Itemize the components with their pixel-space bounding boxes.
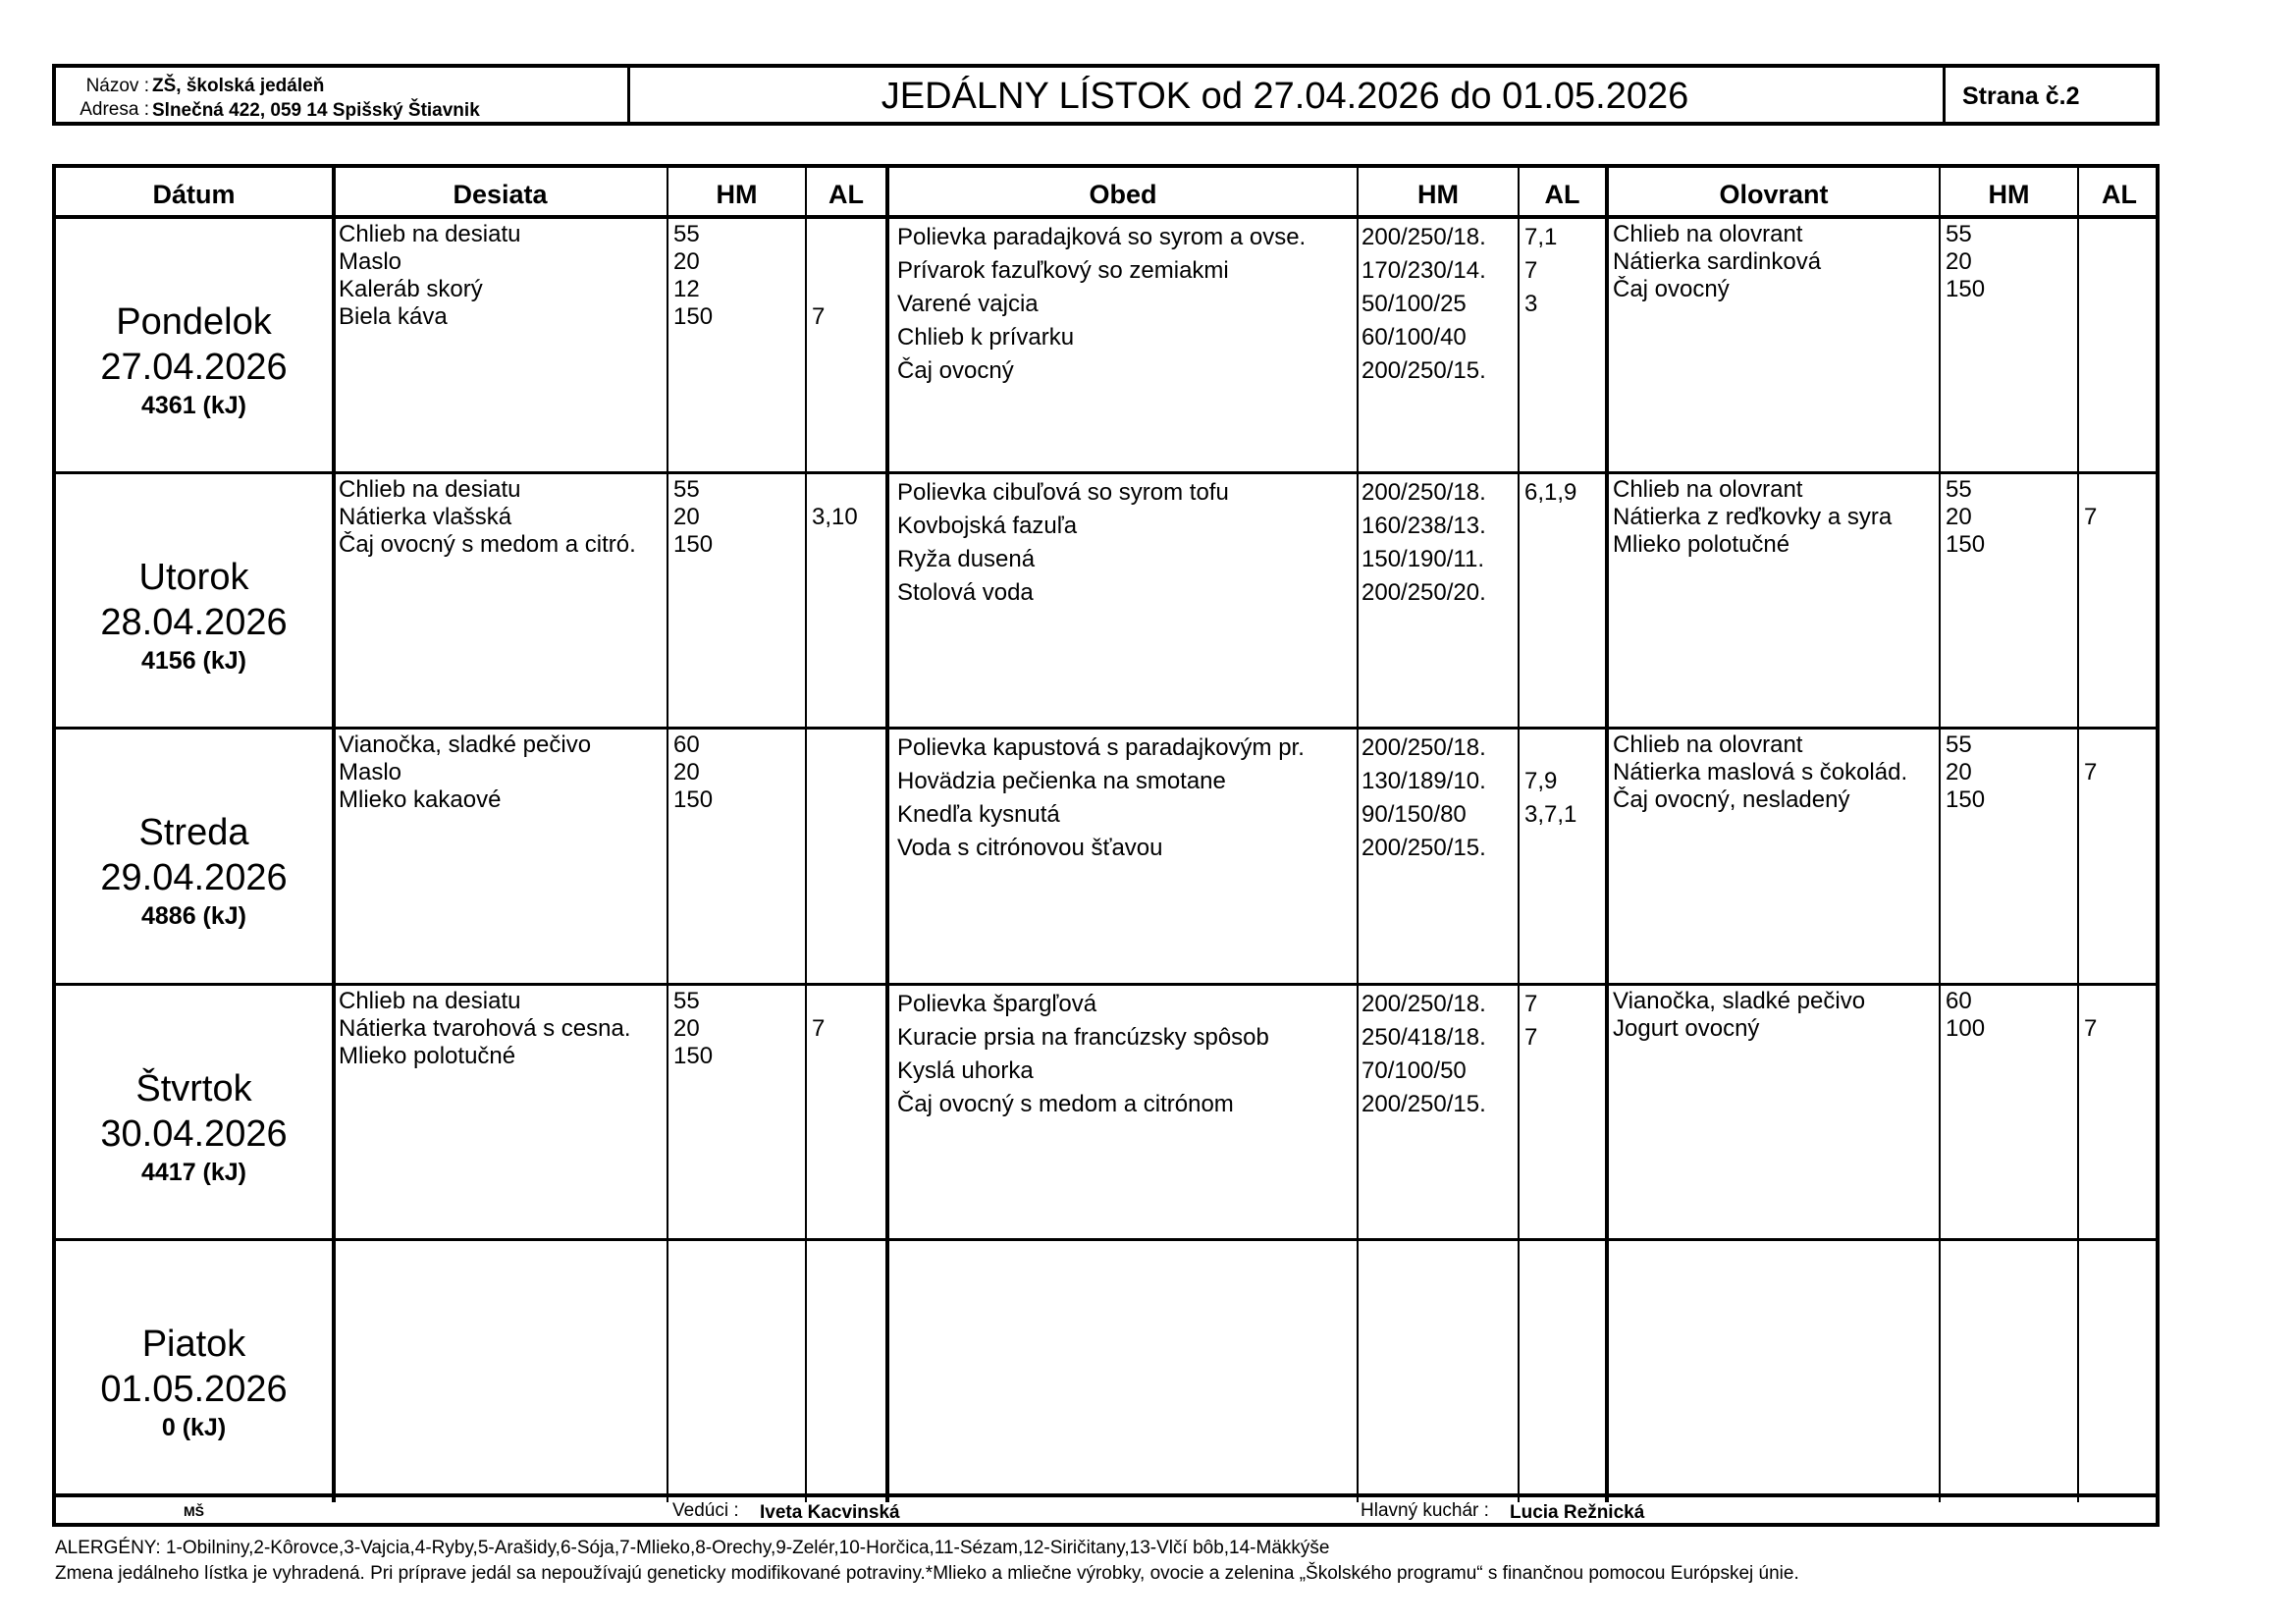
desiata-al-line bbox=[812, 476, 882, 504]
obed-hm-line: 200/250/18. bbox=[1362, 991, 1486, 1017]
ms-label: MŠ bbox=[184, 1503, 204, 1519]
obed-al-line bbox=[1524, 731, 1603, 765]
desiata-hm-line: 150 bbox=[673, 531, 714, 558]
allergens-note: ALERGÉNY: 1-Obilniny,2-Kôrovce,3-Vajcia,4-Ryby,5-Arašidy,6-Sója,7-Mlieko,8-Orechy,9-Zelér,10-Horčica,11-Sézam,12-Siričitany,13-Vlčí bôb,14-Mäkkýše bbox=[55, 1538, 1330, 1558]
desiata-hm-line: 12 bbox=[673, 276, 700, 302]
grid-line bbox=[56, 983, 2156, 986]
day-name: Štvrtok bbox=[135, 1068, 252, 1110]
desiata-al-line bbox=[812, 786, 882, 814]
obed-al-line: 7 bbox=[1524, 991, 1538, 1017]
olovrant-hm-line: 55 bbox=[1946, 221, 1972, 247]
grid-line bbox=[56, 1493, 2156, 1497]
obed-al-line: 7,1 bbox=[1524, 224, 1558, 250]
obed-hm-line: 50/100/25 bbox=[1362, 291, 1467, 317]
olovrant-al-line bbox=[2084, 988, 2159, 1015]
name-value: ZŠ, školská jedáleň bbox=[152, 76, 325, 96]
olovrant-line: Nátierka z reďkovky a syra bbox=[1613, 504, 1893, 530]
olovrant-hm-line: 60 bbox=[1946, 988, 1972, 1014]
obed-hm-line: 200/250/15. bbox=[1362, 835, 1486, 861]
desiata-cell bbox=[339, 988, 663, 1070]
obed-al-line bbox=[1524, 510, 1603, 543]
obed-hm-cell bbox=[1362, 221, 1517, 388]
column-header-snack: Desiata bbox=[453, 180, 548, 209]
address-value: Slnečná 422, 059 14 Spišský Štiavnik bbox=[152, 100, 480, 121]
obed-al-cell bbox=[1524, 731, 1603, 865]
day-label bbox=[56, 810, 332, 932]
obed-hm-line: 200/250/18. bbox=[1362, 224, 1486, 250]
day-energy: 4886 (kJ) bbox=[140, 902, 247, 930]
column-header-al: AL bbox=[828, 180, 864, 209]
grid-line bbox=[1605, 168, 1609, 1502]
desiata-line: Mlieko kakaové bbox=[339, 786, 502, 813]
desiata-cell bbox=[339, 731, 663, 814]
olovrant-al-cell bbox=[2084, 731, 2159, 814]
obed-line: Polievka paradajková so syrom a ovse. bbox=[897, 224, 1307, 250]
desiata-al-line bbox=[812, 1043, 882, 1070]
desiata-hm-line: 60 bbox=[673, 731, 700, 758]
desiata-hm-line: 55 bbox=[673, 988, 700, 1014]
olovrant-al-cell bbox=[2084, 476, 2159, 559]
desiata-al-cell bbox=[812, 476, 882, 559]
olovrant-al-cell bbox=[2084, 988, 2159, 1043]
day-label bbox=[56, 1322, 332, 1443]
olovrant-al-line bbox=[2084, 476, 2159, 504]
obed-al-line bbox=[1524, 543, 1603, 576]
desiata-line: Mlieko polotučné bbox=[339, 1043, 516, 1069]
obed-al-line: 3 bbox=[1524, 291, 1538, 317]
desiata-line: Maslo bbox=[339, 248, 402, 275]
olovrant-hm-cell bbox=[1946, 221, 2075, 303]
column-header-hm: HM bbox=[1417, 180, 1459, 209]
obed-cell bbox=[897, 221, 1355, 388]
grid-line bbox=[1939, 168, 1941, 1502]
obed-line: Chlieb k prívarku bbox=[897, 324, 1075, 351]
olovrant-al-line bbox=[2084, 731, 2159, 759]
olovrant-line: Čaj ovocný, nesladený bbox=[1613, 786, 1850, 813]
grid-line bbox=[667, 168, 668, 1502]
column-header-hm: HM bbox=[716, 180, 758, 209]
olovrant-hm-cell bbox=[1946, 731, 2075, 814]
column-header-afternoon-snack: Olovrant bbox=[1719, 180, 1829, 209]
obed-al-cell bbox=[1524, 988, 1603, 1121]
olovrant-al-line bbox=[2084, 276, 2159, 303]
obed-al-cell bbox=[1524, 221, 1603, 388]
chef-label: Hlavný kuchár : bbox=[1361, 1500, 1489, 1521]
title-cell bbox=[627, 68, 1946, 122]
obed-hm-line: 200/250/15. bbox=[1362, 357, 1486, 384]
column-header-al: AL bbox=[1544, 180, 1580, 209]
obed-line: Čaj ovocný bbox=[897, 357, 1014, 384]
desiata-al-line bbox=[812, 221, 882, 248]
desiata-hm-line: 150 bbox=[673, 786, 714, 813]
obed-hm-line: 200/250/18. bbox=[1362, 479, 1486, 506]
desiata-hm-line: 150 bbox=[673, 1043, 714, 1069]
desiata-hm-line: 20 bbox=[673, 759, 700, 785]
obed-line: Kovbojská fazuľa bbox=[897, 513, 1078, 539]
olovrant-hm-line: 20 bbox=[1946, 504, 1972, 530]
olovrant-al-line bbox=[2084, 786, 2159, 814]
olovrant-line: Chlieb na olovrant bbox=[1613, 731, 1803, 758]
olovrant-line: Čaj ovocný bbox=[1613, 276, 1730, 302]
desiata-al-cell bbox=[812, 221, 882, 331]
olovrant-line: Vianočka, sladké pečivo bbox=[1613, 988, 1866, 1014]
olovrant-al-line bbox=[2084, 531, 2159, 559]
obed-line: Polievka cibuľová so syrom tofu bbox=[897, 479, 1229, 506]
obed-al-cell bbox=[1524, 476, 1603, 610]
desiata-hm-line: 55 bbox=[673, 221, 700, 247]
desiata-al-cell bbox=[812, 731, 882, 814]
obed-al-line bbox=[1524, 832, 1603, 865]
obed-hm-line: 90/150/80 bbox=[1362, 801, 1467, 828]
head-name: Iveta Kacvinská bbox=[760, 1502, 900, 1523]
obed-line: Kuracie prsia na francúzsky spôsob bbox=[897, 1024, 1269, 1051]
desiata-line: Maslo bbox=[339, 759, 402, 785]
column-header-date: Dátum bbox=[152, 180, 236, 209]
olovrant-hm-line: 20 bbox=[1946, 248, 1972, 275]
olovrant-al-cell bbox=[2084, 221, 2159, 303]
desiata-al-line bbox=[812, 531, 882, 559]
obed-al-line: 3,7,1 bbox=[1524, 801, 1577, 828]
olovrant-line: Chlieb na olovrant bbox=[1613, 476, 1803, 503]
day-energy: 0 (kJ) bbox=[161, 1414, 227, 1441]
olovrant-cell bbox=[1613, 988, 1937, 1043]
desiata-hm-cell bbox=[673, 988, 801, 1070]
day-energy: 4156 (kJ) bbox=[140, 647, 247, 675]
obed-hm-line: 200/250/15. bbox=[1362, 1091, 1486, 1117]
day-name: Pondelok bbox=[116, 301, 272, 343]
desiata-line: Chlieb na desiatu bbox=[339, 988, 521, 1014]
obed-al-line: 6,1,9 bbox=[1524, 479, 1577, 506]
olovrant-line: Chlieb na olovrant bbox=[1613, 221, 1803, 247]
desiata-hm-line: 20 bbox=[673, 504, 700, 530]
desiata-line: Nátierka vlašská bbox=[339, 504, 512, 530]
grid-line bbox=[56, 727, 2156, 730]
column-header-lunch: Obed bbox=[1089, 180, 1157, 209]
desiata-al-line bbox=[812, 988, 882, 1015]
desiata-al-line bbox=[812, 731, 882, 759]
day-date: 27.04.2026 bbox=[100, 347, 288, 388]
institution-info bbox=[56, 68, 630, 122]
obed-line: Voda s citrónovou šťavou bbox=[897, 835, 1163, 861]
obed-line: Kyslá uhorka bbox=[897, 1057, 1034, 1084]
grid-line bbox=[885, 168, 889, 1502]
day-label bbox=[56, 555, 332, 677]
day-label bbox=[56, 299, 332, 421]
olovrant-cell bbox=[1613, 476, 1937, 559]
olovrant-line: Mlieko polotučné bbox=[1613, 531, 1790, 558]
disclaimer-note: Zmena jedálneho lístka je vyhradená. Pri príprave jedál sa nepoužívajú geneticky modifikované potraviny.*Mlieko a mliečne výrobky, ovocie a zelenina „Školského programu“ s finančnou pomocou Európskej únie. bbox=[55, 1563, 1799, 1584]
olovrant-hm-line: 100 bbox=[1946, 1015, 1986, 1042]
obed-line: Stolová voda bbox=[897, 579, 1034, 606]
day-energy: 4417 (kJ) bbox=[140, 1159, 247, 1186]
olovrant-hm-line: 150 bbox=[1946, 531, 1986, 558]
day-date: 29.04.2026 bbox=[100, 857, 288, 898]
obed-hm-cell bbox=[1362, 988, 1517, 1121]
obed-hm-cell bbox=[1362, 731, 1517, 865]
obed-line: Hovädzia pečienka na smotane bbox=[897, 768, 1226, 794]
olovrant-cell bbox=[1613, 731, 1937, 814]
column-header-hm: HM bbox=[1988, 180, 2030, 209]
obed-al-line: 7,9 bbox=[1524, 768, 1558, 794]
obed-hm-cell bbox=[1362, 476, 1517, 610]
olovrant-al-line bbox=[2084, 221, 2159, 248]
olovrant-hm-line: 150 bbox=[1946, 276, 1986, 302]
desiata-cell bbox=[339, 476, 663, 559]
column-header-al: AL bbox=[2102, 180, 2137, 209]
desiata-line: Chlieb na desiatu bbox=[339, 221, 521, 247]
desiata-al-cell bbox=[812, 988, 882, 1070]
obed-hm-line: 160/238/13. bbox=[1362, 513, 1486, 539]
chef-name: Lucia Režnická bbox=[1510, 1502, 1645, 1523]
desiata-hm-line: 20 bbox=[673, 248, 700, 275]
olovrant-line: Nátierka maslová s čokolád. bbox=[1613, 759, 1908, 785]
desiata-cell bbox=[339, 221, 663, 331]
desiata-line: Biela káva bbox=[339, 303, 448, 330]
obed-cell bbox=[897, 731, 1355, 865]
obed-hm-line: 130/189/10. bbox=[1362, 768, 1486, 794]
desiata-al-line bbox=[812, 248, 882, 276]
desiata-line: Nátierka tvarohová s cesna. bbox=[339, 1015, 631, 1042]
grid-line bbox=[1518, 168, 1520, 1502]
day-date: 01.05.2026 bbox=[100, 1369, 288, 1410]
day-energy: 4361 (kJ) bbox=[140, 392, 247, 419]
page-number-cell bbox=[1943, 68, 2156, 122]
desiata-al-line: 7 bbox=[812, 303, 826, 330]
olovrant-hm-line: 20 bbox=[1946, 759, 1972, 785]
obed-line: Čaj ovocný s medom a citrónom bbox=[897, 1091, 1234, 1117]
day-label bbox=[56, 1066, 332, 1188]
obed-al-line: 7 bbox=[1524, 257, 1538, 284]
obed-line: Prívarok fazuľkový so zemiakmi bbox=[897, 257, 1229, 284]
obed-line: Varené vajcia bbox=[897, 291, 1039, 317]
obed-al-line bbox=[1524, 354, 1603, 388]
desiata-hm-line: 150 bbox=[673, 303, 714, 330]
page-title: JEDÁLNY LÍSTOK od 27.04.2026 do 01.05.2026 bbox=[881, 76, 1689, 117]
name-label: Názov : bbox=[85, 76, 149, 96]
obed-cell bbox=[897, 476, 1355, 610]
olovrant-hm-cell bbox=[1946, 988, 2075, 1043]
grid-line bbox=[56, 215, 2156, 219]
desiata-hm-line: 20 bbox=[673, 1015, 700, 1042]
desiata-hm-cell bbox=[673, 221, 801, 331]
obed-hm-line: 70/100/50 bbox=[1362, 1057, 1467, 1084]
obed-line: Polievka špargľová bbox=[897, 991, 1097, 1017]
head-label: Vedúci : bbox=[672, 1500, 739, 1521]
day-name: Utorok bbox=[138, 557, 249, 598]
grid-line bbox=[332, 168, 336, 1502]
obed-hm-line: 200/250/20. bbox=[1362, 579, 1486, 606]
olovrant-hm-line: 55 bbox=[1946, 731, 1972, 758]
desiata-line: Kaleráb skorý bbox=[339, 276, 483, 302]
obed-al-line bbox=[1524, 1088, 1603, 1121]
obed-cell bbox=[897, 988, 1355, 1121]
grid-line bbox=[2077, 168, 2079, 1502]
olovrant-al-line bbox=[2084, 248, 2159, 276]
obed-line: Knedľa kysnutá bbox=[897, 801, 1060, 828]
obed-hm-line: 60/100/40 bbox=[1362, 324, 1467, 351]
olovrant-hm-line: 150 bbox=[1946, 786, 1986, 813]
obed-al-line: 7 bbox=[1524, 1024, 1538, 1051]
olovrant-line: Nátierka sardinková bbox=[1613, 248, 1822, 275]
grid-line bbox=[1357, 168, 1359, 1502]
olovrant-al-line: 7 bbox=[2084, 504, 2098, 530]
desiata-hm-line: 55 bbox=[673, 476, 700, 503]
grid-line bbox=[805, 168, 807, 1502]
desiata-hm-cell bbox=[673, 731, 801, 814]
olovrant-cell bbox=[1613, 221, 1937, 303]
desiata-line: Čaj ovocný s medom a citró. bbox=[339, 531, 636, 558]
olovrant-al-line: 7 bbox=[2084, 759, 2098, 785]
desiata-al-line bbox=[812, 759, 882, 786]
obed-hm-line: 250/418/18. bbox=[1362, 1024, 1486, 1051]
desiata-line: Vianočka, sladké pečivo bbox=[339, 731, 592, 758]
day-date: 30.04.2026 bbox=[100, 1113, 288, 1155]
obed-hm-line: 200/250/18. bbox=[1362, 734, 1486, 761]
olovrant-hm-line: 55 bbox=[1946, 476, 1972, 503]
obed-al-line bbox=[1524, 576, 1603, 610]
olovrant-al-line: 7 bbox=[2084, 1015, 2098, 1042]
obed-hm-line: 170/230/14. bbox=[1362, 257, 1486, 284]
obed-al-line bbox=[1524, 1055, 1603, 1088]
day-name: Streda bbox=[138, 812, 249, 853]
grid-line bbox=[56, 471, 2156, 474]
desiata-al-line bbox=[812, 276, 882, 303]
day-name: Piatok bbox=[141, 1324, 246, 1365]
day-date: 28.04.2026 bbox=[100, 602, 288, 643]
address-label: Adresa : bbox=[80, 99, 149, 120]
menu-table bbox=[52, 164, 2160, 1527]
obed-line: Polievka kapustová s paradajkovým pr. bbox=[897, 734, 1305, 761]
desiata-hm-cell bbox=[673, 476, 801, 559]
desiata-al-line: 3,10 bbox=[812, 504, 858, 530]
olovrant-hm-cell bbox=[1946, 476, 2075, 559]
obed-hm-line: 150/190/11. bbox=[1362, 546, 1485, 572]
desiata-al-line: 7 bbox=[812, 1015, 826, 1042]
grid-line bbox=[56, 1238, 2156, 1241]
desiata-line: Chlieb na desiatu bbox=[339, 476, 521, 503]
obed-al-line bbox=[1524, 321, 1603, 354]
obed-line: Ryža dusená bbox=[897, 546, 1036, 572]
page-number: Strana č.2 bbox=[1962, 82, 2080, 110]
olovrant-line: Jogurt ovocný bbox=[1613, 1015, 1760, 1042]
header-box bbox=[52, 64, 2160, 126]
